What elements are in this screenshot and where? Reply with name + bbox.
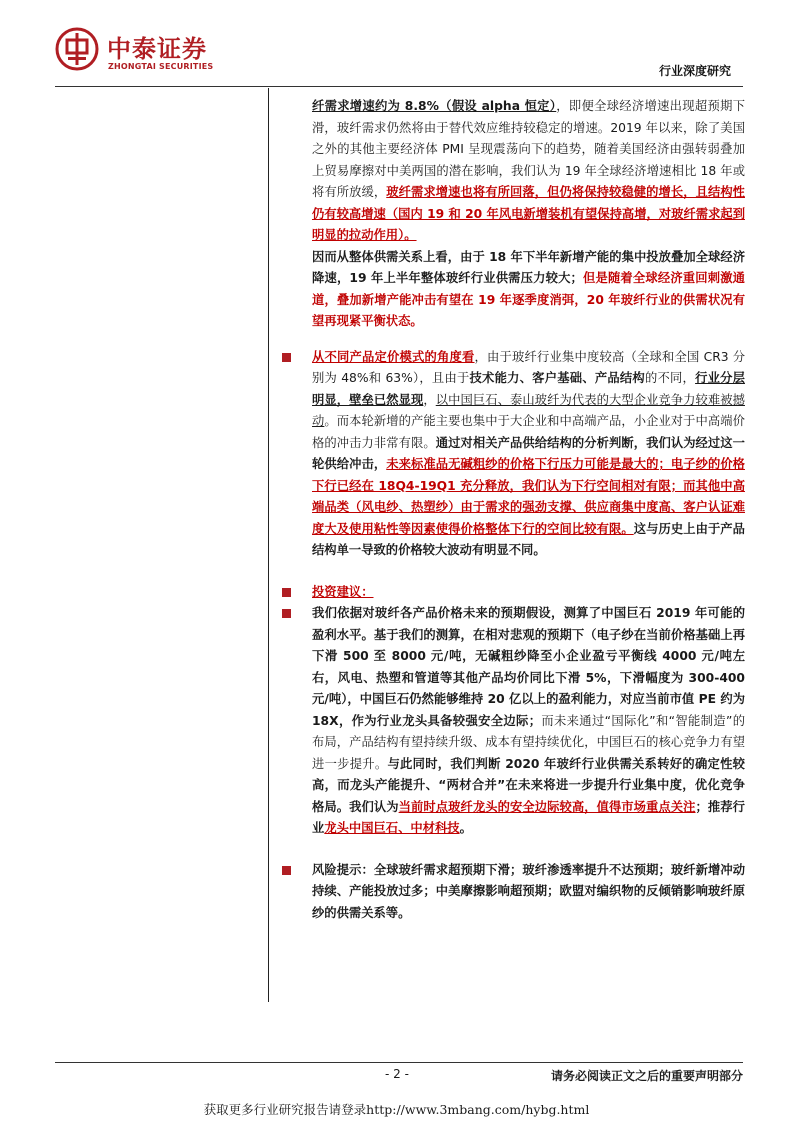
document-type-label: 行业深度研究 xyxy=(658,64,731,78)
logo-chinese-text: 中泰证券 xyxy=(107,35,207,63)
text-run: 与此同时，我们判断 2020 年玻纤行业供需关系转好的确定性较高，而龙头产能提升、“两材合并”在未来将进一步提升行业集中度，优化竞争格局。我们认为 xyxy=(312,756,745,814)
main-content xyxy=(290,96,745,924)
pricing-model-text xyxy=(312,350,745,558)
text-run: ，即便全球经济增速出现超预期下滑，玻纤需求仍然将由于替代效应维持较稳定的增速。2019 年以来，除了美国之外的其他主要经济体 PMI 呈现震荡向下的趋势，随着美国经济由强转弱叠加上贸易摩擦对中美两国的潜在影响，我们认为 19 年全球经济增速相比 18 年或将有所放缓， xyxy=(312,99,745,199)
bullet-icon xyxy=(282,353,291,362)
paragraph-investment-title xyxy=(290,582,745,604)
company-logo xyxy=(55,27,255,77)
paragraph-supply-demand xyxy=(290,247,745,333)
text-run: 我们依据对玻纤各产品价格未来的预期假设，测算了中国巨石 2019 年可能的盈利水平。基于我们的测算，在相对悲观的预期下（电子纱在当前价格基础上再下滑 500 至 8000 元/吨，无碱粗纱降至小企业盈亏平衡线 4000 元/吨左右，风电、热塑和管道等其他产品均价同比下滑 5%，下滑幅度为 300-400 元/吨），中国巨石仍然能够维持 20 亿以上的盈利能力，对应当前市值 PE 约为 18X，作为行业龙头具备较强安全边际； xyxy=(312,606,745,728)
header-rule xyxy=(55,86,743,87)
text-run: ， xyxy=(423,392,436,407)
text-run: 。而本轮新增的产能主要也集中于大企业和中高端产品，小企业对于中高端价格的冲击力非常有限。 xyxy=(312,414,745,450)
disclaimer-note: 请务必阅读正文之后的重要声明部分 xyxy=(550,1069,743,1083)
promo-link[interactable]: 获取更多行业研究报告请登录http://www.3mbang.com/hybg.html xyxy=(203,1102,590,1117)
text-run: 。 xyxy=(459,821,472,835)
text-run: 从不同产品定价模式的角度看 xyxy=(312,349,475,364)
text-run: 以中国巨石、泰山玻纤为代表的大型企业竞争力较难被撼动 xyxy=(312,392,745,428)
page-number: - 2 - xyxy=(385,1067,409,1081)
investment-advice-text xyxy=(312,606,745,835)
bullet-icon xyxy=(282,609,291,618)
text-run: 通过对相关产品供给结构的分析判断，我们认为经过这一轮供给冲击， xyxy=(312,435,745,471)
text-run: ；推荐行业 xyxy=(312,799,745,835)
text-run: 玻纤需求增速也将有所回落，但仍将保持较稳健的增长，且结构性仍有较高增速（国内 19 和 20 年风电新增装机有望保持高增，对玻纤需求起到明显的拉动作用）。 xyxy=(312,185,745,242)
text-run: 当前时点玻纤龙头的安全边际较高，值得市场重点关注 xyxy=(398,799,696,814)
paragraph-pricing-model xyxy=(290,347,745,562)
page-header xyxy=(0,0,793,95)
footer-rule xyxy=(55,1062,743,1063)
text-run: 因而从整体供需关系上看，由于 18 年下半年新增产能的集中投放叠加全球经济降速，19 年上半年整体玻纤行业供需压力较大； xyxy=(312,249,745,285)
zhongtai-logo-icon xyxy=(55,27,99,71)
text-run: 而未来通过“国际化”和“智能制造”的布局，产品结构有望持续升级、成本有望持续优化，中国巨石的核心竞争力有望进一步提升。 xyxy=(312,713,745,771)
text-run: 行业分层明显，壁垒已然显现 xyxy=(312,371,745,407)
bullet-icon xyxy=(282,588,291,597)
risk-warning-text xyxy=(312,863,745,920)
text-run: 这与历史上由于产品结构单一导致的价格较大波动有明显不同。 xyxy=(312,521,745,557)
text-run: 技术能力、客户基础、产品结构 xyxy=(469,371,645,385)
text-run: 但是随着全球经济重回刺激通道，叠加新增产能冲击有望在 19 年逐季度消弭，20 年玻纤行业的供需状况有望再现紧平衡状态。 xyxy=(312,271,745,328)
sidebar-divider xyxy=(268,88,269,1002)
bullet-icon xyxy=(282,866,291,875)
text-run: 风险提示：全球玻纤需求超预期下滑；玻纤渗透率提升不达预期；玻纤新增冲动持续、产能投放过多；中美摩擦影响超预期；欧盟对编织物的反倾销影响玻纤原纱的供需关系等。 xyxy=(312,862,745,920)
text-run: 龙头中国巨石、中材科技 xyxy=(324,821,460,835)
text-run: 的不同， xyxy=(644,371,696,385)
text-run: 未来标准品无碱粗纱的价格下行压力可能是最大的；电子纱的价格下行已经在 18Q4-19Q1 充分释放，我们认为下行空间相对有限；而其他中高端品类（风电纱、热塑纱）由于需求的强劲支撑、供应商集中度高、客户认证难度大及使用粘性等因素使得价格整体下行的空间比较有限。 xyxy=(312,457,745,536)
paragraph-investment-advice xyxy=(290,603,745,840)
logo-english-text: ZHONGTAI SECURITIES xyxy=(108,62,214,71)
paragraph-demand-outlook xyxy=(290,96,745,247)
text-run: 纤需求增速约为 8.8%（假设 alpha 恒定） xyxy=(312,99,557,113)
paragraph-risk-warning xyxy=(290,860,745,925)
investment-advice-heading: 投资建议： xyxy=(312,584,374,599)
text-run: ，由于玻纤行业集中度较高（全球和全国 CR3 分别为 48%和 63%），且由于 xyxy=(312,349,745,385)
